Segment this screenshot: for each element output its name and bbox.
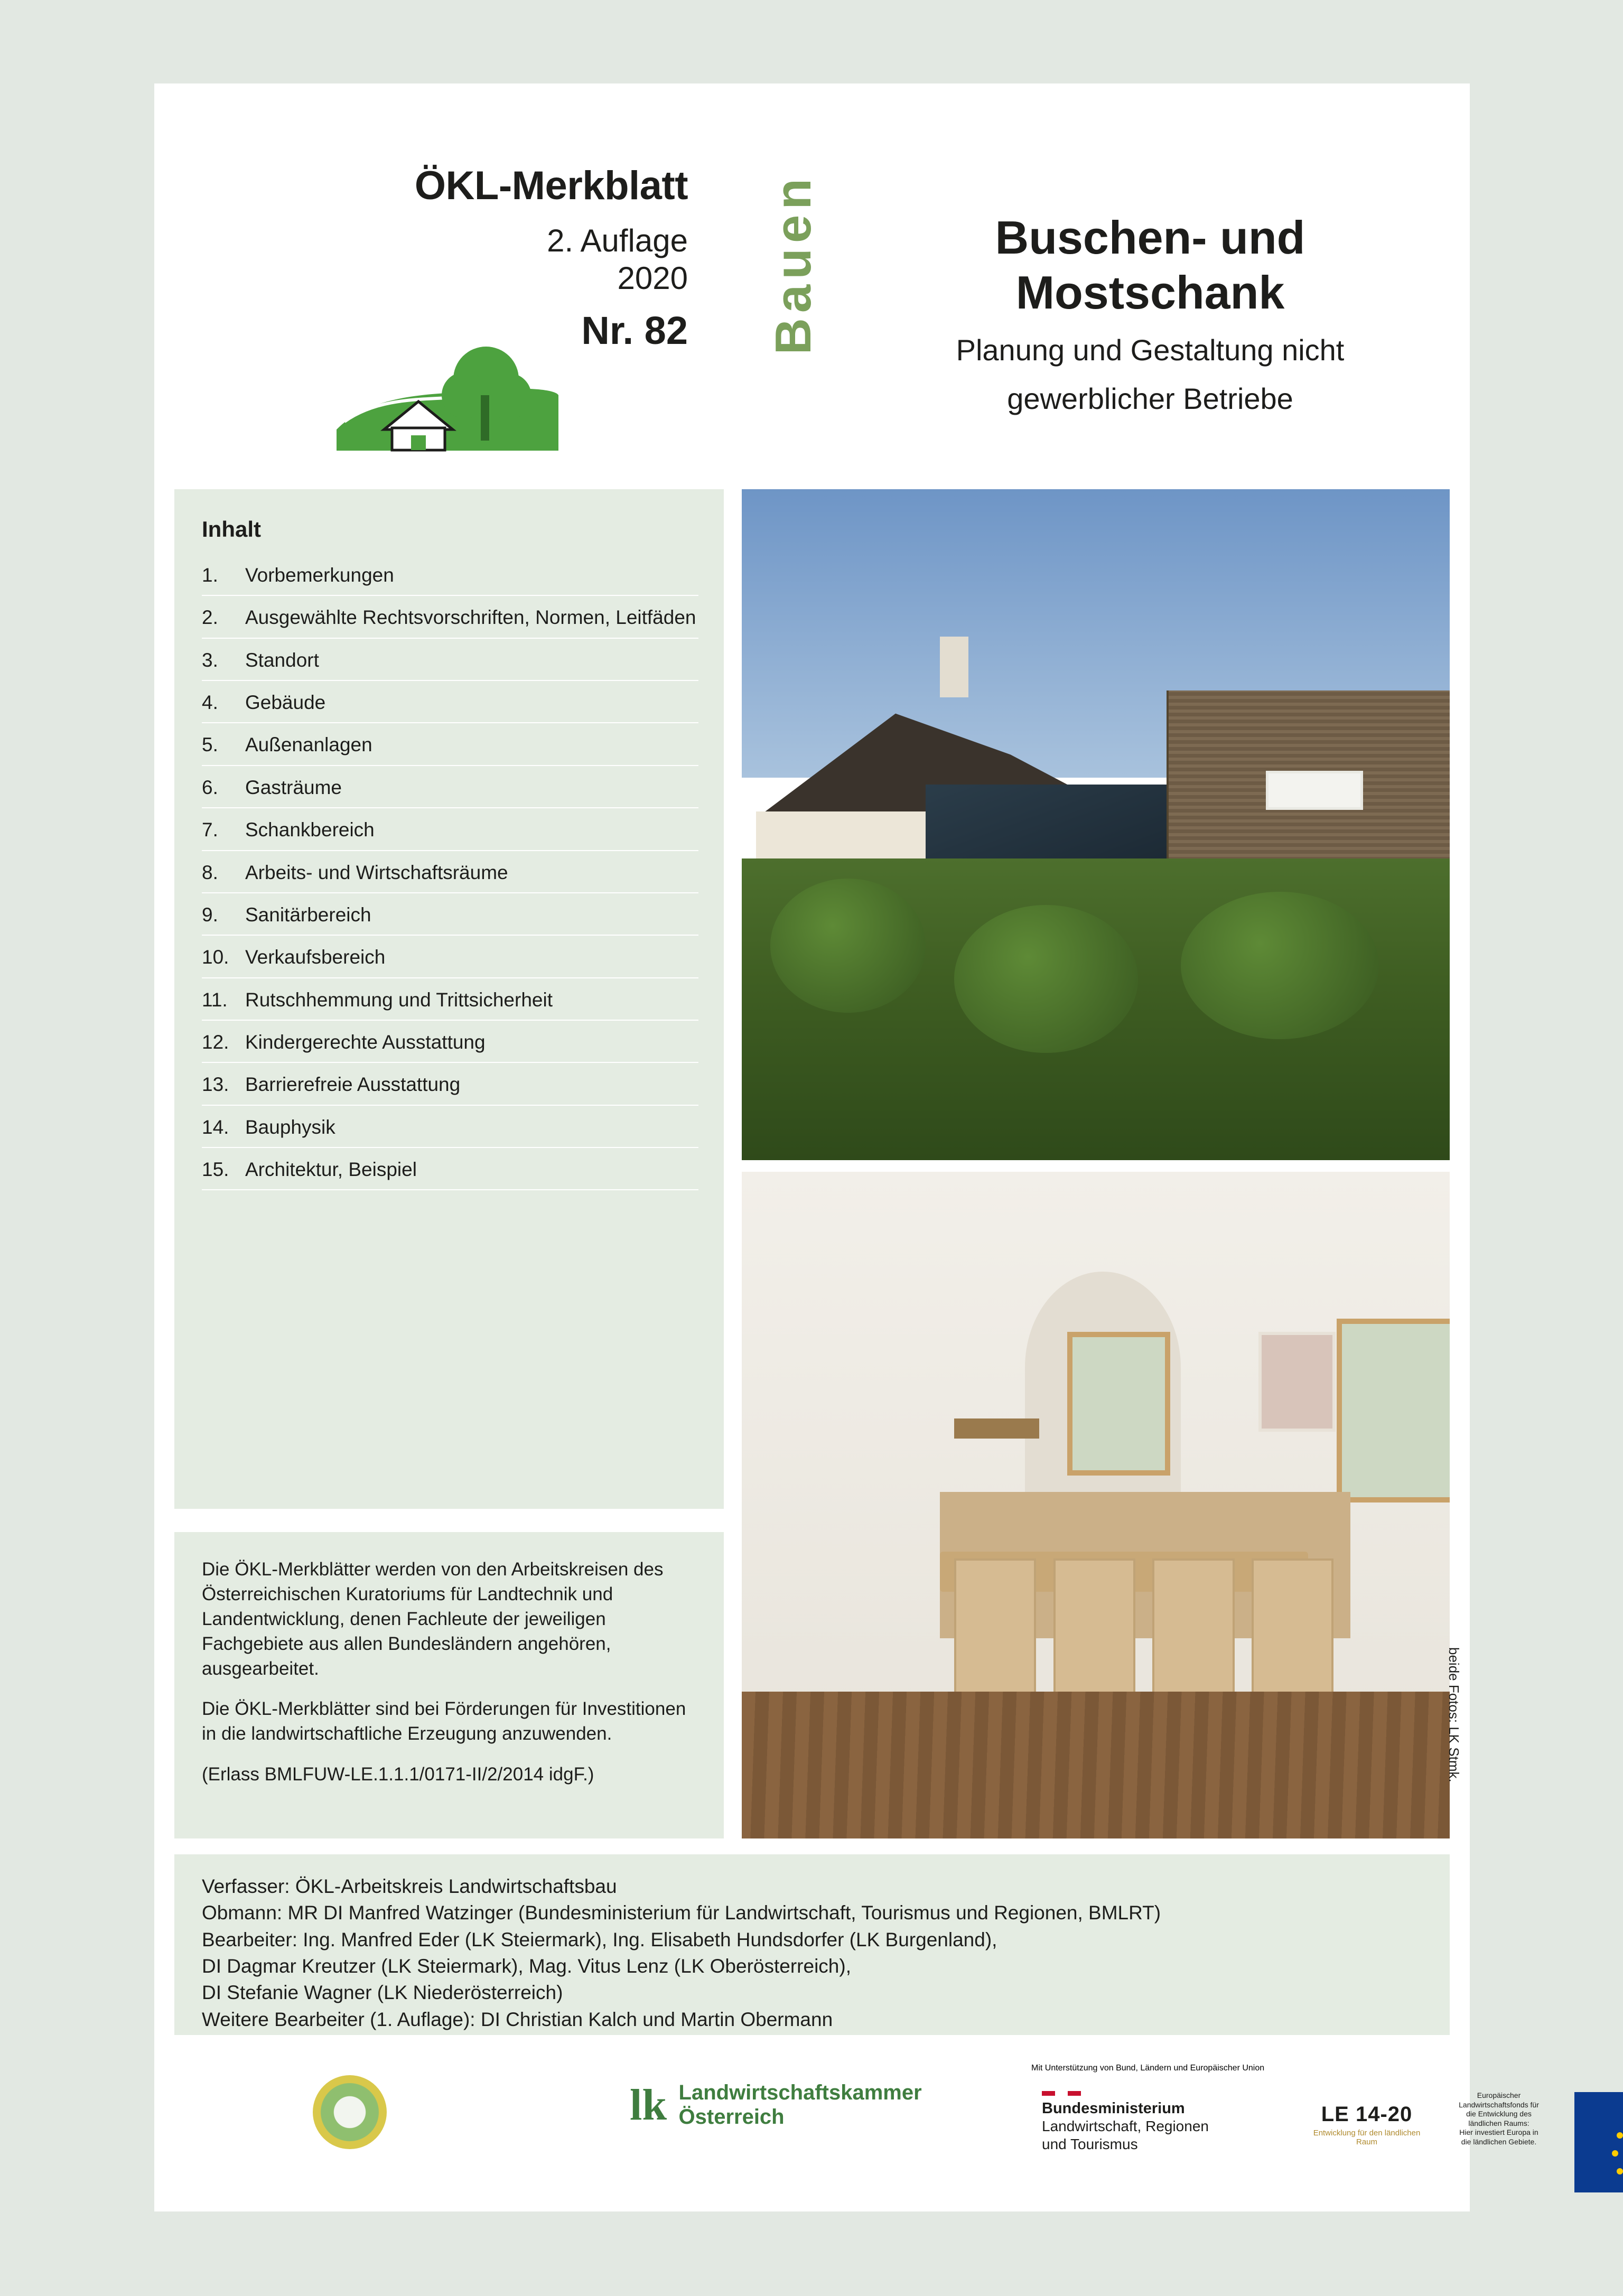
photo-window-right [1337,1319,1450,1502]
toc-item-7 [202,808,698,851]
toc-item-6 [202,766,698,808]
toc-item-3 [202,639,698,681]
brand-edition [249,222,688,297]
le-programme-badge [1306,2103,1428,2146]
toc-label: Bauphysik [245,1116,335,1138]
ministry-sub-1: Landwirtschaft, Regionen [1042,2118,1209,2134]
series-label-bauen: Bauen [765,173,822,355]
photo-interior [742,1172,1450,1838]
lk-wordmark [679,2081,922,2129]
le-programme-title: LE 14-20 [1321,2103,1413,2126]
toc-number: 1. [202,564,218,586]
toc-number: 5. [202,734,218,756]
lk-wordmark-line-1: Landwirtschaftskammer [678,2080,922,2104]
toc-number: 9. [202,903,218,926]
toc-number: 10. [202,946,229,968]
toc-label: Kindergerechte Ausstattung [245,1031,486,1053]
authors-line-2: Obmann: MR DI Manfred Watzinger (Bundesministerium für Landwirtschaft, Tourismus und Regionen, BMLRT) [202,1902,1161,1924]
photo-bush [1181,892,1379,1039]
notes-paragraph-3: (Erlass BMLFUW-LE.1.1.1/0171-II/2/2014 idgF.) [202,1764,594,1785]
lk-logo [630,2079,922,2131]
toc-number: 4. [202,692,218,714]
toc-label: Ausgewählte Rechtsvorschriften, Normen, Leitfäden [245,606,696,629]
toc-item-14 [202,1106,698,1148]
authors-line-3: Bearbeiter: Ing. Manfred Eder (LK Steiermark), Ing. Elisabeth Hundsdorfer (LK Burgenland), [202,1928,997,1950]
toc-number: 7. [202,819,218,841]
authors-line-6: Weitere Bearbeiter (1. Auflage): DI Christian Kalch und Martin Obermann [202,2008,833,2030]
photo-window-center [1067,1332,1170,1476]
photo-annex-window [1266,771,1363,810]
toc-item-2 [202,596,698,638]
toc-label: Außenanlagen [245,734,372,756]
photo-floor [742,1692,1450,1838]
toc-label: Barrierefreie Ausstattung [245,1074,461,1096]
toc-item-4 [202,681,698,723]
toc-number: 14. [202,1116,229,1138]
leaflet-number: Nr. 82 [581,308,688,352]
toc-label: Architektur, Beispiel [245,1159,417,1181]
toc-number: 6. [202,776,218,798]
page-title-line-2: Mostschank [1015,266,1285,319]
photo-exterior [742,489,1450,1160]
photo-chimney [940,637,968,697]
eu-text-line-1: Europäischer [1477,2091,1521,2099]
ministry-logo [1042,2091,1285,2153]
ministry-name: Bundesministerium [1042,2100,1185,2117]
document-footer [154,2059,1539,2211]
eu-flag-icon [1574,2092,1623,2192]
support-heading: Mit Unterstützung von Bund, Ländern und Europäischer Union [1031,2064,1265,2073]
lk-wordmark-line-2: Österreich [678,2105,785,2129]
toc-label: Vorbemerkungen [245,564,394,586]
toc-label: Standort [245,649,319,671]
toc-label: Gasträume [245,776,342,798]
document-header [154,83,1470,469]
toc-item-13 [202,1063,698,1105]
lk-monogram: lk [630,2080,667,2130]
toc-label: Verkaufsbereich [245,946,386,968]
toc-number: 15. [202,1159,229,1181]
toc-heading: Inhalt [202,517,261,542]
edition-line-1: 2. Auflage [547,223,688,258]
toc-item-5 [202,723,698,766]
eu-text-line-5: Hier investiert Europa in [1459,2128,1538,2136]
leaflet-sheet [154,83,1539,2211]
toc-number: 11. [202,988,228,1011]
photo-wall-picture [1258,1332,1336,1432]
authors-line-1: Verfasser: ÖKL-Arbeitskreis Landwirtschaftsbau [202,1875,617,1897]
authors-line-4: DI Dagmar Kreutzer (LK Steiermark), Mag. Vitus Lenz (LK Oberösterreich), [202,1955,851,1977]
toc-item-8 [202,851,698,893]
notes-paragraph-2: Die ÖKL-Merkblätter sind bei Förderungen für Investitionen in die landwirtschaftliche Erzeugung anzuwenden. [202,1698,686,1744]
ministry-sub-2: und Tourismus [1042,2136,1138,2153]
eu-text-line-2: Landwirtschaftsfonds für [1459,2100,1539,2109]
toc-item-11 [202,978,698,1021]
authors-panel [174,1854,1450,2035]
toc-label: Rutschhemmung und Trittsicherheit [245,988,553,1011]
page-title-line-1: Buschen- und [995,211,1305,264]
toc-label: Gebäude [245,692,326,714]
page-subtitle-line-2: gewerblicher Betriebe [1007,381,1293,415]
table-of-contents [174,489,724,1509]
austria-flag-icon [1042,2091,1081,2096]
edition-line-2: 2020 [617,260,688,296]
toc-number: 8. [202,861,218,883]
toc-number: 2. [202,606,218,629]
toc-label: Schankbereich [245,819,375,841]
notes-panel [174,1532,724,1838]
toc-item-12 [202,1021,698,1063]
le-programme-subtitle: Entwicklung für den ländlichen Raum [1313,2129,1421,2146]
toc-number: 3. [202,649,218,671]
toc-list [202,554,698,1190]
toc-label: Arbeits- und Wirtschaftsräume [245,861,508,883]
photo-bush [954,905,1138,1052]
eu-text-line-6: die ländlichen Gebiete. [1461,2137,1537,2146]
toc-item-15 [202,1148,698,1190]
photo-wall-shelf [954,1418,1039,1439]
toc-item-10 [202,936,698,978]
title-area [883,210,1417,417]
page-subtitle-line-1: Planung und Gestaltung nicht [956,333,1345,367]
brand-title: ÖKL-Merkblatt [414,163,688,208]
photo-bush [770,879,926,1013]
eu-text-line-3: die Entwicklung des [1466,2110,1532,2118]
toc-number: 13. [202,1074,229,1096]
toc-label: Sanitärbereich [245,903,371,926]
eu-text-line-4: ländlichen Raums: [1468,2118,1529,2127]
toc-item-9 [202,893,698,936]
toc-number: 12. [202,1031,229,1053]
authors-line-5: DI Stefanie Wagner (LK Niederösterreich) [202,1982,563,2004]
toc-item-1 [202,554,698,596]
okl-emblem-icon [313,2075,387,2149]
photo-credit: beide Fotos: LK Stmk. [1446,1647,1462,1782]
eu-funding-text [1428,2091,1570,2146]
notes-paragraph-1: Die ÖKL-Merkblätter werden von den Arbeitskreisen des Österreichischen Kuratoriums für Landtechnik und Landentwicklung, denen Fachleute der jeweiligen Fachgebiete aus allen Bundesländern angehören, ausgearbeitet. [202,1559,664,1679]
okl-landscape-logo-icon [334,316,561,453]
